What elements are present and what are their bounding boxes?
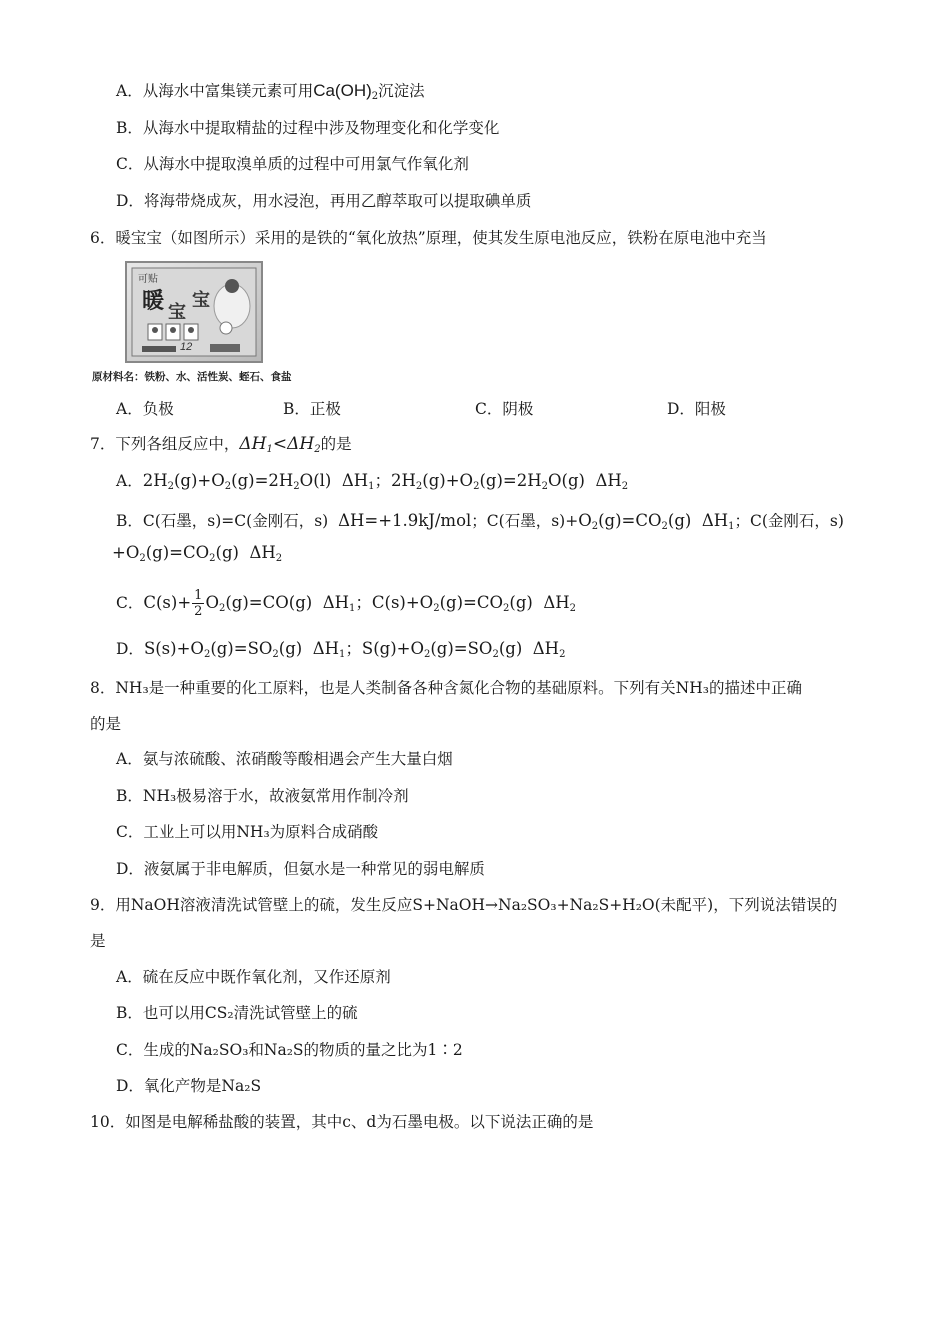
- q7-option-a: A．$2H_2(g)+O_2(g)=2H_2O(l)$ $\Delta H_1$；$2H_2(g)+O_2(g)=2H_2O(g)$ $\Delta H_2$: [116, 471, 629, 492]
- q9-option-b: B．也可以用CS₂清洗试管壁上的硫: [116, 1004, 358, 1022]
- q10-stem: 10．如图是电解稀盐酸的装置，其中c、d为石墨电极。以下说法正确的是: [90, 1113, 594, 1131]
- fraction-one-half: $\frac{1}{2}$: [194, 588, 203, 619]
- q6-stem: 6．暖宝宝（如图所示）采用的是铁的“氧化放热”原理，使其发生原电池反应，铁粉在原电池中充当: [90, 229, 767, 247]
- q8-stem-line2: 的是: [90, 715, 122, 733]
- q8-option-a: A．氨与浓硫酸、浓硝酸等酸相遇会产生大量白烟: [116, 750, 453, 768]
- q6-option-b: B．正极: [283, 400, 341, 418]
- q9-stem-line2: 是: [90, 932, 106, 950]
- q5-option-d: D．将海带烧成灰，用水浸泡，再用乙醇萃取可以提取碘单质: [116, 192, 532, 210]
- svg-text:12: 12: [180, 341, 193, 353]
- q5-option-b: B．从海水中提取精盐的过程中涉及物理变化和化学变化: [116, 119, 500, 137]
- q8-option-b: B．NH₃极易溶于水，故液氨常用作制冷剂: [116, 787, 409, 805]
- q9-stem-line1: 9．用NaOH溶液清洗试管壁上的硫，发生反应S+NaOH→Na₂SO₃+Na₂S+H₂O(未配平)，下列说法错误的: [90, 896, 838, 914]
- q9-option-a: A．硫在反应中既作氧化剂，又作还原剂: [116, 968, 391, 986]
- q7-option-d: D．$S(s)+O_2(g)=SO_2(g)$ $\Delta H_1$；$S(g)+O_2(g)=SO_2(g)$ $\Delta H_2$: [116, 639, 566, 660]
- svg-text:宝: 宝: [168, 302, 186, 322]
- q8-stem-line1: 8．NH₃是一种重要的化工原料，也是人类制备各种含氮化合物的基础原料。下列有关NH₃的描述中正确: [90, 679, 802, 697]
- svg-text:宝: 宝: [192, 290, 210, 310]
- q7-option-b-line2: $+O_2(g)=CO_2(g)$ $\Delta H_2$: [112, 543, 283, 564]
- hand-warmer-image: [92, 258, 317, 388]
- svg-text:暖: 暖: [142, 288, 165, 313]
- svg-text:原材料名：铁粉、水、活性炭、蛭石、食盐: 原材料名：铁粉、水、活性炭、蛭石、食盐: [92, 371, 292, 383]
- q6-option-d: D．阳极: [667, 400, 726, 418]
- q6-option-a: A．负极: [116, 400, 174, 418]
- q8-option-d: D．液氨属于非电解质，但氨水是一种常见的弱电解质: [116, 860, 485, 878]
- q9-option-d: D．氧化产物是Na₂S: [116, 1077, 262, 1095]
- q7-stem: 7．下列各组反应中，$\Delta H_1<\Delta H_2$的是: [90, 434, 352, 455]
- q6-option-c: C．阴极: [475, 400, 534, 418]
- q8-option-c: C．工业上可以用NH₃为原料合成硝酸: [116, 823, 379, 841]
- q5-option-a: A．从海水中富集镁元素可用$Ca(OH)_2$沉淀法: [116, 81, 425, 102]
- q7-option-c: C．C(s)+ $\frac{1}{2}$ $O_2(g)=CO(g)$ $\Delta H_1$；$C(s)+O_2(g)=CO_2(g)$ $\Delta H_2$: [116, 588, 576, 619]
- q7-option-b-line1: B．C(石墨，s)=C(金刚石，s) ΔH=+1.9kJ/mol；C(石墨，$s)+O_2(g)=CO_2(g)$ $\Delta H_1$；C(金刚石，s): [116, 511, 844, 532]
- q5-option-c: C．从海水中提取溴单质的过程中可用氯气作氧化剂: [116, 155, 469, 173]
- q9-option-c: C．生成的Na₂SO₃和Na₂S的物质的量之比为1∶2: [116, 1041, 463, 1059]
- svg-text:可贴: 可贴: [138, 274, 158, 285]
